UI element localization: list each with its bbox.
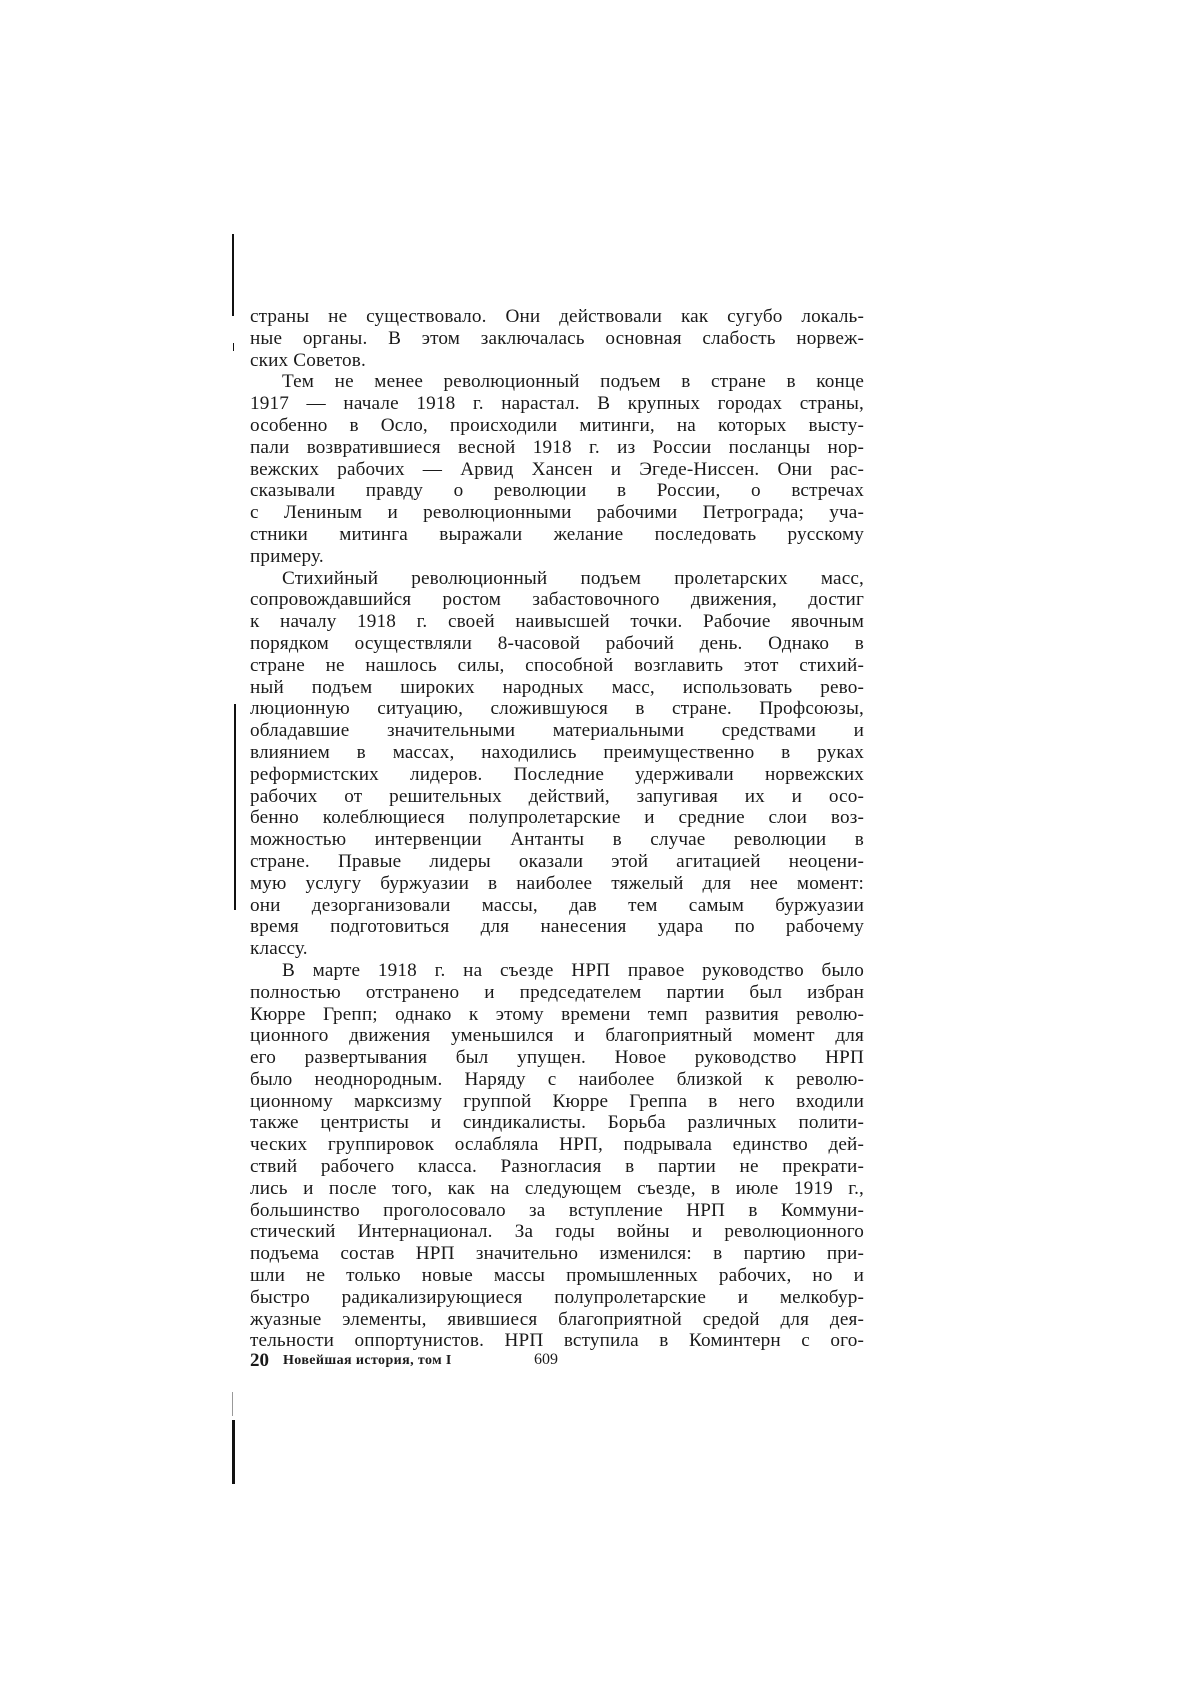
text-line: стический Интернационал. За годы войны и революционного xyxy=(250,1221,864,1243)
text-line: вежских рабочих — Арвид Хансен и Эгеде-Ниссен. Они рас- xyxy=(250,458,864,480)
text-line: реформистских лидеров. Последние удерживали норвежских xyxy=(250,763,864,785)
scan-edge-mark xyxy=(232,234,234,316)
text-line: люционную ситуацию, сложившуюся в стране. Профсоюзы, xyxy=(250,698,864,720)
text-line: сказывали правду о революции в России, о встречах xyxy=(250,480,864,502)
text-line: стники митинга выражали желание последовать русскому xyxy=(250,523,864,545)
text-line: с Лениным и революционными рабочими Петрограда; уча- xyxy=(250,502,864,524)
text-line: примеру. xyxy=(250,545,324,567)
text-line: мую услугу буржуазии в наиболее тяжелый для нее момент: xyxy=(250,872,864,894)
text-line: к началу 1918 г. своей наивысшей точки. Рабочие явочным xyxy=(250,611,864,633)
signature-code: 609 xyxy=(534,1351,558,1368)
scan-edge-mark xyxy=(234,704,236,910)
text-line: шли не только новые массы промышленных рабочих, но и xyxy=(250,1265,864,1287)
text-line: ционного движения уменьшился и благоприятный момент для xyxy=(250,1025,864,1047)
text-line: также центристы и синдикалисты. Борьба различных полити- xyxy=(250,1112,864,1134)
scan-edge-mark xyxy=(233,343,234,351)
text-line: сопровождавшийся ростом забастовочного движения, достиг xyxy=(250,589,864,611)
text-line: ческих группировок ослабляла НРП, подрывала единство дей- xyxy=(250,1134,864,1156)
text-line: влиянием в массах, находились преимущественно в руках xyxy=(250,741,864,763)
text-line: они дезорганизовали массы, дав тем самым буржуазии xyxy=(250,894,864,916)
text-line: его развертывания был упущен. Новое руководство НРП xyxy=(250,1047,864,1069)
text-line: ные органы. В этом заключалась основная слабость норвеж- xyxy=(250,327,864,349)
body-text xyxy=(250,306,864,1352)
text-line: 1917 — начале 1918 г. нарастал. В крупных городах страны, xyxy=(250,393,864,415)
text-line: полностью отстранено и председателем партии был избран xyxy=(250,981,864,1003)
text-line: обладавшие значительными материальными средствами и xyxy=(250,720,864,742)
text-line: стране. Правые лидеры оказали этой агитацией неоцени- xyxy=(250,850,864,872)
text-line: рабочих от решительных действий, запугивая их и осо- xyxy=(250,785,864,807)
text-line: бенно колеблющиеся полупролетарские и средние слои воз- xyxy=(250,807,864,829)
text-line: В марте 1918 г. на съезде НРП правое руководство было xyxy=(282,959,864,981)
text-line: подъема состав НРП значительно изменился: в партию при- xyxy=(250,1243,864,1265)
text-line: пали возвратившиеся весной 1918 г. из России посланцы нор- xyxy=(250,436,864,458)
text-line: ционному марксизму группой Кюрре Греппа в него входили xyxy=(250,1090,864,1112)
text-line: время подготовиться для нанесения удара по рабочему xyxy=(250,916,864,938)
text-line: классу. xyxy=(250,938,308,960)
text-line: жуазные элементы, явившиеся благоприятной средой для дея- xyxy=(250,1308,864,1330)
text-line: стране не нашлось силы, способной возглавить этот стихий- xyxy=(250,654,864,676)
scan-edge-mark xyxy=(232,1392,233,1416)
scan-edge-mark xyxy=(232,1420,235,1484)
text-line: особенно в Осло, происходили митинги, на которых высту- xyxy=(250,414,864,436)
text-line: быстро радикализирующиеся полупролетарские и мелкобур- xyxy=(250,1286,864,1308)
text-line: ный подъем широких народных масс, использовать рево- xyxy=(250,676,864,698)
text-line: страны не существовало. Они действовали как сугубо локаль- xyxy=(250,306,864,327)
text-line: можностью интервенции Антанты в случае революции в xyxy=(250,829,864,851)
text-line: большинство проголосовало за вступление НРП в Коммуни- xyxy=(250,1199,864,1221)
text-line: Кюрре Грепп; однако к этому времени темп развития револю- xyxy=(250,1003,864,1025)
text-line: ских Советов. xyxy=(250,349,366,371)
signature-title: Новейшая история, том I xyxy=(283,1353,452,1368)
text-line: Тем не менее революционный подъем в стране в конце xyxy=(282,371,864,393)
page-footer xyxy=(250,1350,864,1374)
text-line: было неоднородным. Наряду с наиболее близкой к револю- xyxy=(250,1068,864,1090)
signature-number: 20 xyxy=(250,1350,269,1371)
text-line: тельности оппортунистов. НРП вступила в Коминтерн с ого- xyxy=(250,1330,864,1352)
text-line: лись и после того, как на следующем съезде, в июле 1919 г., xyxy=(250,1177,864,1199)
text-line: Стихийный революционный подъем пролетарских масс, xyxy=(282,567,864,589)
text-line: порядком осуществляли 8-часовой рабочий день. Однако в xyxy=(250,632,864,654)
text-line: ствий рабочего класса. Разногласия в партии не прекрати- xyxy=(250,1156,864,1178)
